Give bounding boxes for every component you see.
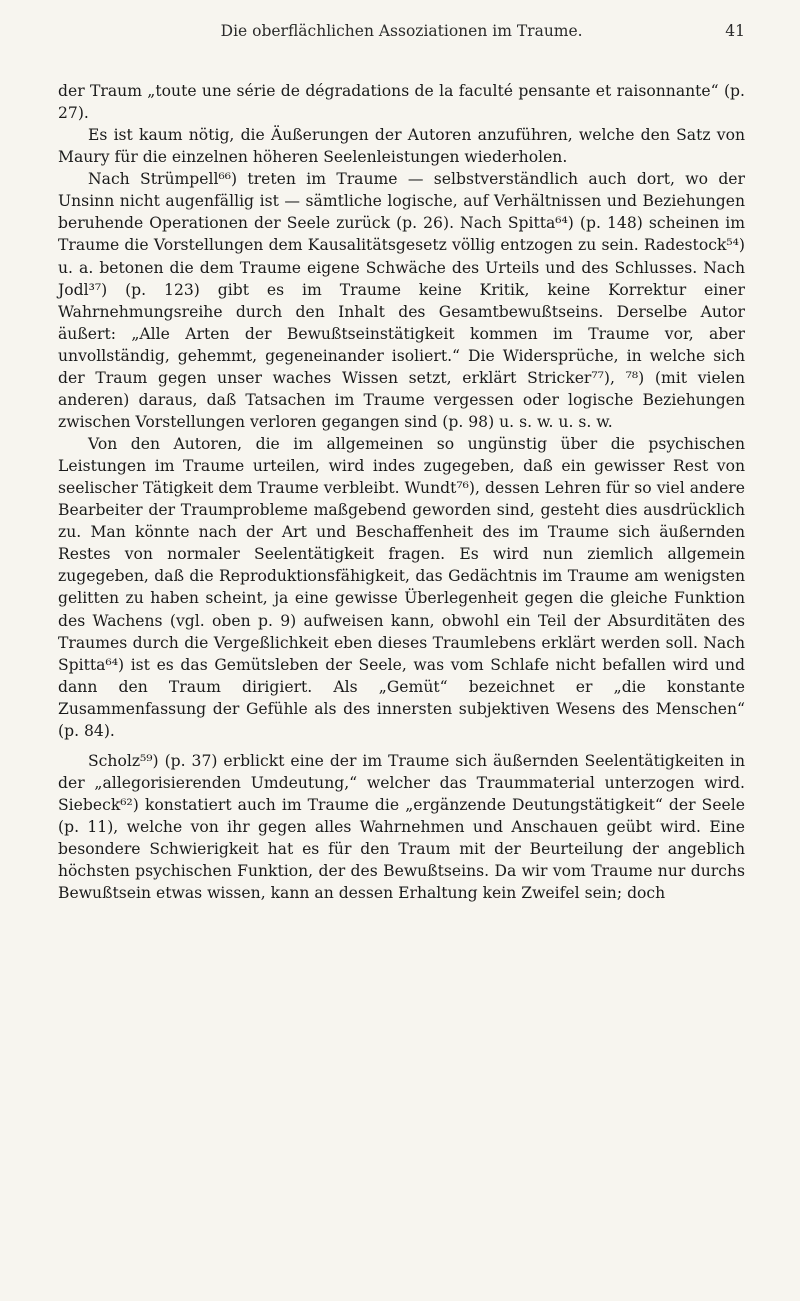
body-text [58, 80, 745, 904]
paragraph-3: Nach Strümpell⁶⁶) treten im Traume — selbstverständlich auch dort, wo der Unsinn nicht augenfällig ist — sämtliche logische, auf Verhältnissen und Beziehungen beruhende Operationen der Seele zurück (p. 26). Nach Spitta⁶⁴) (p. 148) scheinen im Traume die Vorstellungen dem Kausalitätsgesetz völlig entzogen zu sein. Radestock⁵⁴) u. a. betonen die dem Traume eigene Schwäche des Urteils und des Schlusses. Nach Jodl³⁷) (p. 123) gibt es im Traume keine Kritik, keine Korrektur einer Wahrnehmungsreihe durch den Inhalt des Gesamtbewußtseins. Derselbe Autor äußert: „Alle Arten der Bewußtseinstätigkeit kommen im Traume vor, aber unvollständig, gehemmt, gegeneinander isoliert.“ Die Widersprüche, in welche sich der Traum gegen unser waches Wissen setzt, erklärt Stricker⁷⁷), ⁷⁸) (mit vielen anderen) daraus, daß Tatsachen im Traume vergessen oder logische Beziehungen zwischen Vorstellungen verloren gegangen sind (p. 98) u. s. w. u. s. w. [58, 170, 745, 431]
paragraph-1: der Traum „toute une série de dégradations de la faculté pensante et raisonnante“ (p. 27). [58, 82, 745, 123]
running-title: Die oberflächlichen Assoziationen im Traume. [220, 22, 583, 40]
paragraph-5: Scholz⁵⁹) (p. 37) erblickt eine der im Traume sich äußernden Seelentätigkeiten in der „allegorisierenden Umdeutung,“ welcher das Traummaterial unterzogen wird. Siebeck⁶²) konstatiert auch im Traume die „ergänzende Deutungstätigkeit“ der Seele (p. 11), welche von ihr gegen alles Wahrnehmen und Anschauen geübt wird. Eine besondere Schwierigkeit hat es für den Traum mit der Beurteilung der angeblich höchsten psychischen Funktion, der des Bewußtseins. Da wir vom Traume nur durchs Bewußtsein etwas wissen, kann an dessen Erhaltung kein Zweifel sein; doch [58, 751, 745, 903]
paragraph-2: Es ist kaum nötig, die Äußerungen der Autoren anzuführen, welche den Satz von Maury für die einzelnen höheren Seelenleistungen wiederholen. [58, 126, 745, 167]
paragraph-4: Von den Autoren, die im allgemeinen so ungünstig über die psychischen Leistungen im Traume urteilen, wird indes zugegeben, daß ein gewisser Rest von seelischer Tätigkeit dem Traume verbleibt. Wundt⁷⁶), dessen Lehren für so viel andere Bearbeiter der Traumprobleme maßgebend geworden sind, gesteht dies ausdrücklich zu. Man könnte nach der Art und Beschaffenheit des im Traume sich äußernden Restes von normaler Seelentätigkeit fragen. Es wird nun ziemlich allgemein zugegeben, daß die Reproduktionsfähigkeit, das Gedächtnis im Traume am wenigsten gelitten zu haben scheint, ja eine gewisse Überlegenheit gegen die gleiche Funktion des Wachens (vgl. oben p. 9) aufweisen kann, obwohl ein Teil der Absurditäten des Traumes durch die Vergeßlichkeit eben dieses Traumlebens erklärt werden soll. Nach Spitta⁶⁴) ist es das Gemütsleben der Seele, was vom Schlafe nicht befallen wird und dann den Traum dirigiert. Als „Gemüt“ bezeichnet er „die konstante Zusammenfassung der Gefühle als des innersten subjektiven Wesens des Menschen“ (p. 84). [58, 435, 745, 740]
running-header [58, 22, 745, 80]
page-number: 41 [725, 22, 745, 40]
